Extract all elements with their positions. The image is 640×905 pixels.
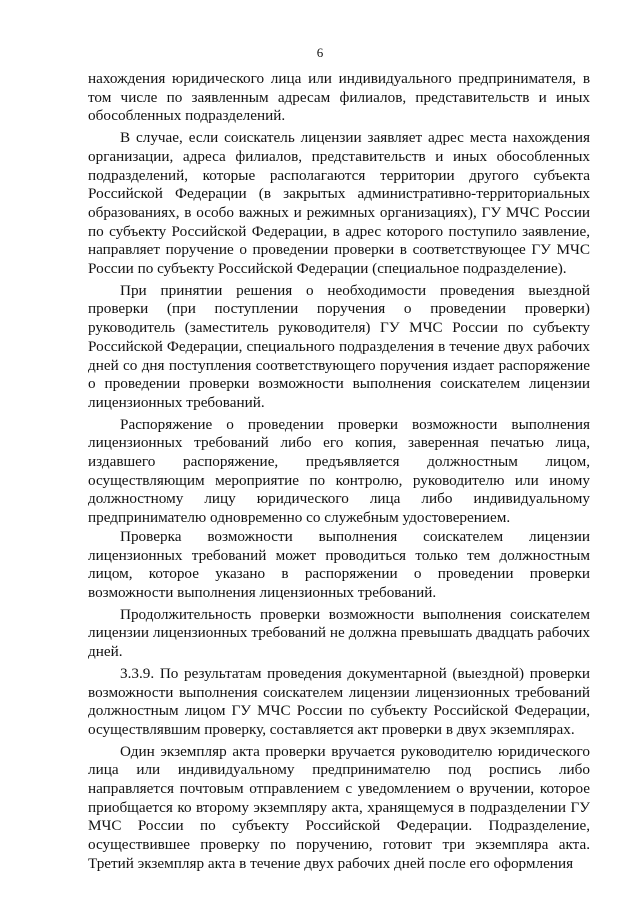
paragraph-other-region: В случае, если соискатель лицензии заявляет адрес места нахождения организации, адреса филиалов, представительств и иных обособленных подразделений, которые располагаются территории другого субъекта Российской Федерации (в закрытых административно-территориальных образованиях, в особо важных и режимных организациях), ГУ МЧС России по субъекту Российской Федерации, в адрес которого поступило заявление, направляет поручение о проведении проверки в соответствующее ГУ МЧС России по субъекту Российской Федерации (специальное подразделение).: [88, 129, 590, 278]
paragraph-duration: Продолжительность проверки возможности выполнения соискателем лицензии лицензионных требований не должна превышать двадцать рабочих дней.: [88, 605, 590, 661]
paragraph-authorized-official: Проверка возможности выполнения соискателем лицензии лицензионных требований может проводиться только тем должностным лицом, которое указано в распоряжении о проведении проверки возможности выполнения лицензионных требований.: [88, 527, 590, 601]
paragraph-section-3-3-9: 3.3.9. По результатам проведения документарной (выездной) проверки возможности выполнения соискателем лицензии лицензионных требований должностным лицом ГУ МЧС России по субъекту Российской Федерации, осуществлявшим проверку, составляется акт проверки в двух экземплярах.: [88, 664, 590, 738]
document-body: [88, 70, 590, 874]
page-number: 6: [316, 45, 324, 60]
paragraph-act-delivery: Один экземпляр акта проверки вручается руководителю юридического лица или индивидуальному предпринимателю под роспись либо направляется почтовым отправлением с уведомлением о вручении, которое приобщается ко второму экземпляру акта, хранящемуся в подразделении ГУ МЧС России по субъекту Российской Федерации. Подразделение, осуществившее проверку по поручению, готовит три экземпляра акта. Третий экземпляр акта в течение двух рабочих дней после его оформления: [88, 742, 590, 872]
paragraph-continuation: нахождения юридического лица или индивидуального предпринимателя, в том числе по заявленным адресам филиалов, представительств и иных обособленных подразделений.: [88, 70, 590, 125]
paragraph-onsite-decision: При принятии решения о необходимости проведения выездной проверки (при поступлении поручения о проведении проверки) руководитель (заместитель руководителя) ГУ МЧС России по субъекту Российской Федерации, специального подразделения в течение двух рабочих дней со дня поступления соответствующего поручения издает распоряжение о проведении проверки возможности выполнения соискателем лицензии лицензионных требований.: [88, 281, 590, 411]
paragraph-order-presentation: Распоряжение о проведении проверки возможности выполнения лицензионных требований либо его копия, заверенная печатью лица, издавшего распоряжение, предъявляется должностным лицом, осуществляющим мероприятие по контролю, руководителю или иному должностному лицу юридического лица либо индивидуальному предпринимателю одновременно со служебным удостоверением.: [88, 415, 590, 527]
